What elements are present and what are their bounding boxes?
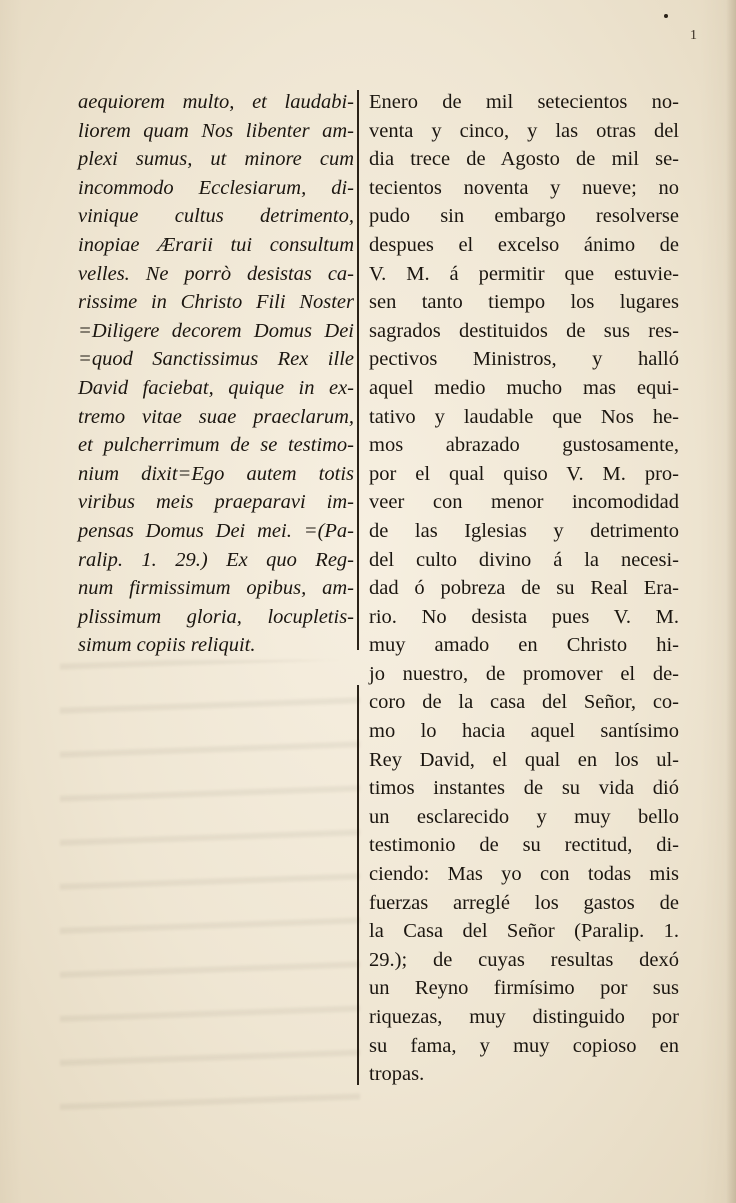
spanish-line: veer con menor incomodidad [369, 491, 679, 514]
spanish-line: Rey David, el qual en los ul- [369, 748, 679, 771]
spanish-line: rio. No desista pues V. M. [369, 605, 679, 628]
spanish-line: tropas. [369, 1063, 425, 1086]
spanish-line: pudo sin embargo resolverse [369, 205, 679, 228]
spanish-line: venta y cinco, y las otras del [369, 119, 679, 142]
spanish-line: sen tanto tiempo los lugares [369, 291, 679, 314]
spanish-column [369, 88, 679, 1089]
latin-line: David faciebat, quique in ex- [78, 376, 354, 399]
spanish-line: riquezas, muy distinguido por [369, 1006, 679, 1028]
spanish-line: por el qual quiso V. M. pro- [369, 462, 679, 485]
ink-speck [664, 14, 668, 18]
spanish-line: mo lo hacia aquel santísimo [369, 720, 679, 743]
latin-line: num firmissimum opibus, am- [78, 577, 354, 600]
latin-line: plissimum gloria, locupletis- [78, 605, 354, 628]
spanish-line: tecientos noventa y nueve; no [369, 176, 679, 199]
spanish-line: coro de la casa del Señor, co- [369, 691, 679, 714]
spanish-line: de las Iglesias y detrimento [369, 519, 679, 542]
spanish-line: sagrados destituidos de sus res- [369, 319, 679, 342]
latin-line: viribus meis praeparavi im- [78, 491, 354, 514]
spanish-line: ciendo: Mas yo con todas mis [369, 863, 679, 886]
latin-line: simum copiis reliquit. [78, 634, 256, 657]
spanish-line: fuerzas arreglé los gastos de [369, 891, 679, 914]
spanish-line: testimonio de su rectitud, di- [369, 834, 679, 857]
spanish-line: muy amado en Christo hi- [369, 634, 679, 657]
spanish-line: dad ó pobreza de su Real Era- [369, 577, 679, 600]
latin-line: velles. Ne porrò desistas ca- [78, 262, 354, 285]
show-through-text [60, 660, 360, 1130]
column-rule-lower [357, 685, 359, 1085]
latin-line: et pulcherrimum de se testimo- [78, 434, 354, 457]
latin-line: incommodo Ecclesiarum, di- [78, 176, 354, 199]
latin-line: liorem quam Nos libenter am- [78, 119, 354, 142]
latin-line: ralip. 1. 29.) Ex quo Reg- [78, 548, 354, 571]
latin-line: nium dixit=Ego autem totis [78, 462, 354, 485]
latin-line: aequiorem multo, et laudabi- [78, 91, 354, 113]
spanish-line: despues el excelso ánimo de [369, 233, 679, 256]
spanish-line: del culto divino á la necesi- [369, 548, 679, 571]
spanish-line: V. M. á permitir que estuvie- [369, 262, 679, 285]
latin-line: tremo vitae suae praeclarum, [78, 405, 354, 428]
column-rule-upper [357, 90, 359, 650]
spanish-line: la Casa del Señor (Paralip. 1. [369, 920, 679, 943]
spanish-line: pectivos Ministros, y halló [369, 348, 679, 371]
spanish-line: un Reyno firmísimo por sus [369, 977, 679, 1000]
page-edge-shadow [726, 0, 736, 1203]
spanish-line: timos instantes de su vida dió [369, 777, 679, 800]
spanish-line: jo nuestro, de promover el de- [369, 662, 679, 685]
spanish-line: tativo y laudable que Nos he- [369, 405, 679, 428]
spanish-line: mos abrazado gustosamente, [369, 434, 679, 457]
spanish-line: aquel medio mucho mas equi- [369, 376, 679, 399]
latin-line: rissime in Christo Fili Noster [78, 291, 354, 314]
spanish-line: Enero de mil setecientos no- [369, 91, 679, 113]
latin-column [78, 88, 354, 660]
latin-line: plexi sumus, ut minore cum [78, 148, 354, 171]
latin-line: =Diligere decorem Domus Dei [78, 319, 354, 342]
latin-line: inopiae Ærarii tui consultum [78, 233, 354, 256]
spanish-line: un esclarecido y muy bello [369, 805, 679, 828]
spanish-line: 29.); de cuyas resultas dexó [369, 948, 679, 971]
corner-mark: 1 [690, 28, 697, 43]
latin-line: vinique cultus detrimento, [78, 205, 354, 228]
spanish-line: su fama, y muy copioso en [369, 1034, 679, 1057]
latin-line: =quod Sanctissimus Rex ille [78, 348, 354, 371]
spanish-line: dia trece de Agosto de mil se- [369, 148, 679, 171]
latin-line: pensas Domus Dei mei. =(Pa- [78, 519, 354, 542]
